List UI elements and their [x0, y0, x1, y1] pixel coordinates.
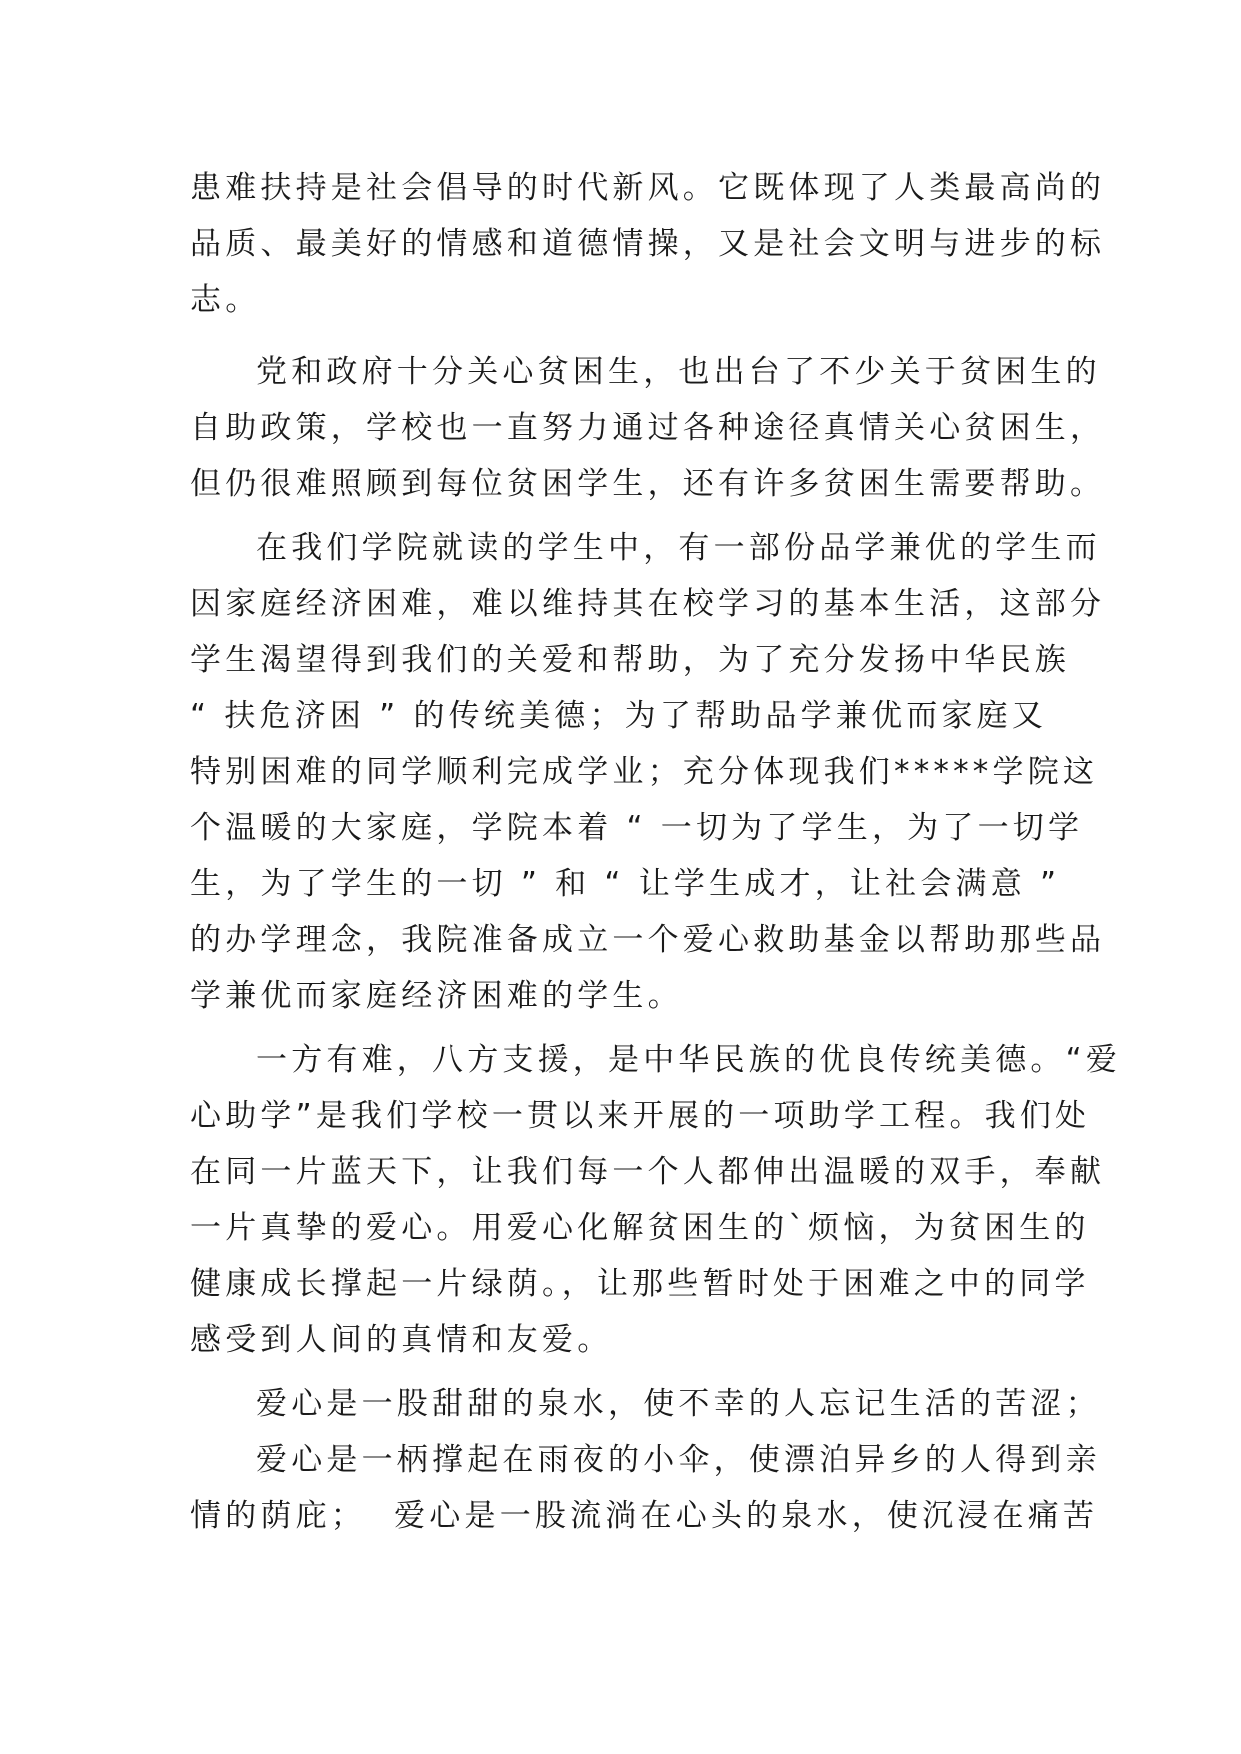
text-line: 爱心是一柄撑起在雨夜的小伞，使漂泊异乡的人得到亲 [256, 1442, 1101, 1478]
paragraph-government-policy [190, 344, 1106, 512]
paragraph-love-umbrella [190, 1432, 1101, 1544]
text-line: 志。 [190, 282, 261, 318]
text-line: 的办学理念，我院准备成立一个爱心救助基金以帮助那些品 [190, 922, 1106, 958]
text-line: 情的荫庇； 爱心是一股流淌在心头的泉水，使沉浸在痛苦 [190, 1498, 1099, 1534]
text-line: 党和政府十分关心贫困生，也出台了不少关于贫困生的 [256, 354, 1101, 390]
paragraph-intro [190, 160, 1106, 328]
text-line: 心助学”是我们学校一贯以来开展的一项助学工程。我们处 [190, 1098, 1091, 1134]
text-line: 因家庭经济困难，难以维持其在校学习的基本生活，这部分 [190, 586, 1106, 622]
text-line: 在同一片蓝天下，让我们每一个人都伸出温暖的双手，奉献 [190, 1154, 1106, 1190]
paragraph-love-spring [190, 1376, 1101, 1432]
text-line: 感受到人间的真情和友爱。 [190, 1322, 613, 1358]
document-body [190, 160, 1122, 1544]
text-line: 患难扶持是社会倡导的时代新风。它既体现了人类最高尚的 [190, 170, 1106, 206]
text-line: 生，为了学生的一切 ” 和 “ 让学生成才，让社会满意 ” [190, 866, 1061, 902]
paragraph-mutual-aid [190, 1032, 1122, 1368]
text-line: 自助政策，学校也一直努力通过各种途径真情关心贫困生， [190, 410, 1106, 446]
text-line: 爱心是一股甜甜的泉水，使不幸的人忘记生活的苦涩； [256, 1386, 1101, 1422]
paragraph-spacer [190, 1024, 1050, 1032]
text-line: 个温暖的大家庭，学院本着 “ 一切为了学生，为了一切学 [190, 810, 1084, 846]
paragraph-spacer [190, 1368, 1050, 1376]
text-line: 健康成长撑起一片绿荫。，让那些暂时处于困难之中的同学 [190, 1266, 1090, 1302]
paragraph-spacer [190, 512, 1050, 520]
text-line: 学兼优而家庭经济困难的学生。 [190, 978, 683, 1014]
text-line: 在我们学院就读的学生中，有一部份品学兼优的学生而 [256, 530, 1101, 566]
paragraph-college-students [190, 520, 1106, 1024]
text-line: 一片真挚的爱心。用爱心化解贫困生的`烦恼，为贫困生的 [190, 1210, 1090, 1246]
paragraph-spacer [190, 328, 1050, 344]
text-line: 学生渴望得到我们的关爱和帮助，为了充分发扬中华民族 [190, 642, 1070, 678]
text-line: “ 扶危济困 ” 的传统美德；为了帮助品学兼优而家庭又 [190, 698, 1048, 734]
text-line: 但仍很难照顾到每位贫困学生，还有许多贫困生需要帮助。 [190, 466, 1106, 502]
text-line: 品质、最美好的情感和道德情操，又是社会文明与进步的标 [190, 226, 1106, 262]
text-line: 特别困难的同学顺利完成学业；充分体现我们*****学院这 [190, 754, 1099, 790]
text-line: 一方有难，八方支援，是中华民族的优良传统美德。“爱 [256, 1042, 1122, 1078]
